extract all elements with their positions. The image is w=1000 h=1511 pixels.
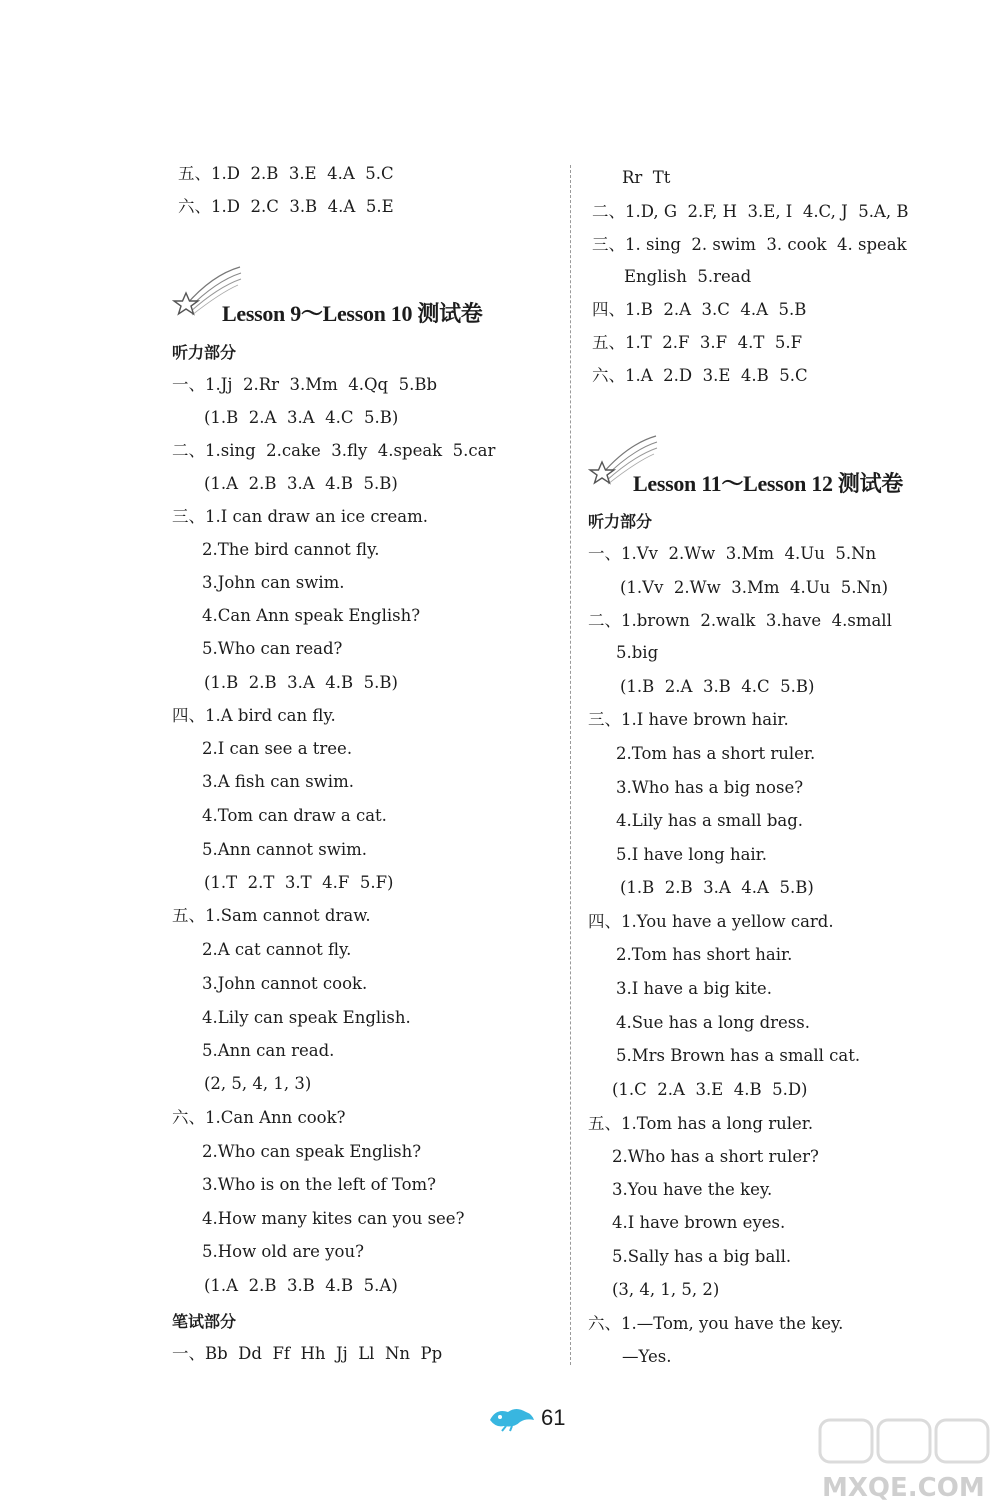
answer-line: 5.Who can read?	[202, 639, 343, 658]
answer-line: (1.C 2.A 3.E 4.B 5.D)	[612, 1080, 808, 1099]
watermark-logo	[818, 1418, 993, 1503]
answer-line: 4.How many kites can you see?	[202, 1209, 465, 1228]
answer-line: 六、1.A 2.D 3.E 4.B 5.C	[592, 366, 808, 385]
answer-line: 一、1.Jj 2.Rr 3.Mm 4.Qq 5.Bb	[172, 375, 438, 394]
answer-line: 5.big	[616, 643, 659, 662]
answer-line: (1.T 2.T 3.T 4.F 5.F)	[204, 873, 394, 892]
answer-line: 3.Who has a big nose?	[616, 778, 804, 797]
answer-line: 二、1.brown 2.walk 3.have 4.small	[588, 611, 892, 630]
answer-line: (1.B 2.B 3.A 4.B 5.B)	[204, 673, 398, 692]
writing-label: 笔试部分	[172, 1312, 237, 1331]
answer-line: 5.Sally has a big ball.	[612, 1247, 792, 1266]
column-divider	[570, 165, 571, 1365]
answer-line: 2.I can see a tree.	[202, 739, 353, 758]
answer-line: (1.B 2.A 3.A 4.C 5.B)	[204, 408, 399, 427]
answer-line: 四、1.You have a yellow card.	[588, 912, 834, 931]
answer-line: 4.Sue has a long dress.	[616, 1013, 810, 1032]
answer-line: 一、1.Vv 2.Ww 3.Mm 4.Uu 5.Nn	[588, 544, 877, 563]
answer-line: 2.Tom has short hair.	[616, 945, 793, 964]
answer-line: (1.A 2.B 3.B 4.B 5.A)	[204, 1276, 398, 1295]
answer-line: 3.John cannot cook.	[202, 974, 368, 993]
answer-line: (3, 4, 1, 5, 2)	[612, 1280, 720, 1299]
answer-line: 二、1.sing 2.cake 3.fly 4.speak 5.car	[172, 441, 496, 460]
answer-line: 二、1.D, G 2.F, H 3.E, I 4.C, J 5.A, B	[592, 202, 909, 221]
answer-line: 五、1.Tom has a long ruler.	[588, 1114, 814, 1133]
answer-line: (1.B 2.A 3.B 4.C 5.B)	[620, 677, 815, 696]
answer-line: 4.Lily can speak English.	[202, 1008, 411, 1027]
answer-line: 3.Who is on the left of Tom?	[202, 1175, 437, 1194]
answer-line: 4.Tom can draw a cat.	[202, 806, 387, 825]
answer-line: 六、1.D 2.C 3.B 4.A 5.E	[178, 197, 394, 216]
answer-line: 4.Lily has a small bag.	[616, 811, 804, 830]
answer-line: —Yes.	[622, 1347, 672, 1366]
answer-line: 5.I have long hair.	[616, 845, 768, 864]
answer-line: 四、1.A bird can fly.	[172, 706, 336, 725]
answer-line: 4.Can Ann speak English?	[202, 606, 421, 625]
listening-label: 听力部分	[588, 512, 653, 531]
answer-line: 2.A cat cannot fly.	[202, 940, 352, 959]
listening-label: 听力部分	[172, 343, 237, 362]
answer-line: 5.How old are you?	[202, 1242, 364, 1261]
answer-line: 三、1.I can draw an ice cream.	[172, 507, 428, 526]
answer-line: 5.Mrs Brown has a small cat.	[616, 1046, 861, 1065]
answer-line: (1.A 2.B 3.A 4.B 5.B)	[204, 474, 398, 493]
heading-title: Lesson 9～Lesson 10 测试卷	[222, 301, 483, 326]
answer-line: (1.B 2.B 3.A 4.A 5.B)	[620, 878, 814, 897]
answer-line: 5.Ann can read.	[202, 1041, 335, 1060]
answer-line: 5.Ann cannot swim.	[202, 840, 368, 859]
section-heading	[172, 265, 552, 326]
answer-line: 3.I have a big kite.	[616, 979, 772, 998]
watermark-text: MXQE.COM	[822, 1473, 985, 1503]
answer-line: 3.A fish can swim.	[202, 772, 354, 791]
answer-line: (1.Vv 2.Ww 3.Mm 4.Uu 5.Nn)	[620, 578, 889, 597]
answer-line: 五、1.D 2.B 3.E 4.A 5.C	[178, 164, 394, 183]
bird-logo-icon	[486, 1404, 536, 1432]
answer-line: 三、1. sing 2. swim 3. cook 4. speak	[592, 235, 907, 254]
answer-line: 3.John can swim.	[202, 573, 345, 592]
answer-line: 2.Who has a short ruler?	[612, 1147, 819, 1166]
answer-line: 2.Who can speak English?	[202, 1142, 422, 1161]
answer-line: (2, 5, 4, 1, 3)	[204, 1074, 312, 1093]
answer-line: 四、1.B 2.A 3.C 4.A 5.B	[592, 300, 807, 319]
answer-line: Rr Tt	[622, 168, 671, 187]
answer-line: 三、1.I have brown hair.	[588, 710, 789, 729]
page-number: 61	[541, 1405, 566, 1430]
answer-line: 一、Bb Dd Ff Hh Jj Ll Nn Pp	[172, 1344, 443, 1363]
section-heading	[588, 434, 988, 496]
heading-title: Lesson 11～Lesson 12 测试卷	[633, 471, 903, 496]
answer-line: 4.I have brown eyes.	[612, 1213, 786, 1232]
answer-line: 2.The bird cannot fly.	[202, 540, 380, 559]
answer-line: 2.Tom has a short ruler.	[616, 744, 816, 763]
answer-line: 六、1.Can Ann cook?	[172, 1108, 346, 1127]
answer-line: 五、1.T 2.F 3.F 4.T 5.F	[592, 333, 803, 352]
answer-line: 五、1.Sam cannot draw.	[172, 906, 371, 925]
answer-line: English 5.read	[624, 267, 752, 286]
answer-line: 3.You have the key.	[612, 1180, 773, 1199]
answer-line: 六、1.—Tom, you have the key.	[588, 1314, 844, 1333]
